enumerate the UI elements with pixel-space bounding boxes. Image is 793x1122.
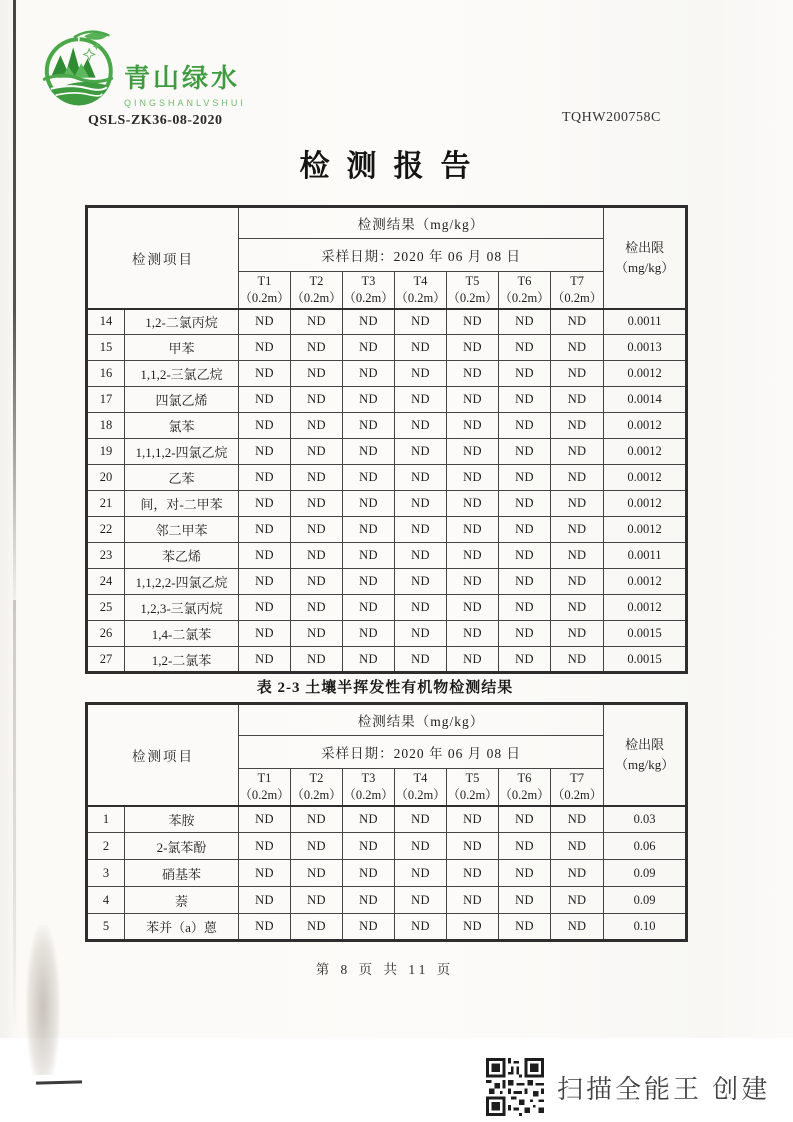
table-row xyxy=(87,517,687,543)
result-value: ND xyxy=(447,543,499,569)
analyte-name: 2-氯苯酚 xyxy=(125,833,239,860)
detection-limit-value: 0.09 xyxy=(604,860,687,887)
sample-column-header: T7 （0.2m） xyxy=(551,769,604,806)
result-value: ND xyxy=(395,413,447,439)
result-value: ND xyxy=(291,361,343,387)
table-row xyxy=(87,543,687,569)
row-number: 17 xyxy=(87,387,125,413)
report-number: TQHW200758C xyxy=(562,110,661,125)
row-number: 5 xyxy=(87,914,125,941)
result-value: ND xyxy=(291,491,343,517)
result-value: ND xyxy=(239,569,291,595)
row-number: 2 xyxy=(87,833,125,860)
row-number: 20 xyxy=(87,465,125,491)
result-value: ND xyxy=(239,387,291,413)
detection-limit-value: 0.0015 xyxy=(604,647,687,673)
result-value: ND xyxy=(447,806,499,833)
result-value: ND xyxy=(239,439,291,465)
result-value: ND xyxy=(447,491,499,517)
result-value: ND xyxy=(551,465,604,491)
result-value: ND xyxy=(291,833,343,860)
sample-column-header: T5 （0.2m） xyxy=(447,272,499,309)
result-value: ND xyxy=(447,647,499,673)
result-value: ND xyxy=(291,387,343,413)
result-value: ND xyxy=(395,517,447,543)
result-value: ND xyxy=(291,621,343,647)
result-value: ND xyxy=(239,806,291,833)
result-value: ND xyxy=(291,413,343,439)
result-value: ND xyxy=(499,413,551,439)
result-value: ND xyxy=(343,439,395,465)
detection-limit-value: 0.0012 xyxy=(604,465,687,491)
row-number: 3 xyxy=(87,860,125,887)
sample-column-header: T3 （0.2m） xyxy=(343,769,395,806)
detection-limit-value: 0.0012 xyxy=(604,491,687,517)
sample-column-header: T4 （0.2m） xyxy=(395,272,447,309)
result-value: ND xyxy=(395,439,447,465)
analyte-name: 苯乙烯 xyxy=(125,543,239,569)
table-row xyxy=(87,413,687,439)
result-value: ND xyxy=(447,413,499,439)
detection-limit-label: 检出限 xyxy=(625,736,665,752)
item-column-header: 检测项目 xyxy=(87,704,239,806)
voc-results-table xyxy=(85,205,688,674)
sampling-date-header: 采样日期：2020 年 06 月 08 日 xyxy=(239,736,604,769)
row-number: 4 xyxy=(87,887,125,914)
logo-name-cn: 青山绿水 xyxy=(124,63,241,93)
result-value: ND xyxy=(239,887,291,914)
result-value: ND xyxy=(291,335,343,361)
result-value: ND xyxy=(239,543,291,569)
result-value: ND xyxy=(551,491,604,517)
result-value: ND xyxy=(343,361,395,387)
row-number: 25 xyxy=(87,595,125,621)
sample-column-header: T4 （0.2m） xyxy=(395,769,447,806)
result-value: ND xyxy=(291,517,343,543)
scan-edge-artifact-lower xyxy=(13,600,16,1030)
result-value: ND xyxy=(447,569,499,595)
result-value: ND xyxy=(551,335,604,361)
scan-shadow-artifact xyxy=(26,925,60,1075)
result-value: ND xyxy=(447,309,499,335)
result-value: ND xyxy=(551,887,604,914)
analyte-name: 1,1,1,2-四氯乙烷 xyxy=(125,439,239,465)
detection-limit-value: 0.0014 xyxy=(604,387,687,413)
result-value: ND xyxy=(447,860,499,887)
result-value: ND xyxy=(499,387,551,413)
row-number: 23 xyxy=(87,543,125,569)
table-row xyxy=(87,647,687,673)
result-value: ND xyxy=(395,569,447,595)
analyte-name: 邻二甲苯 xyxy=(125,517,239,543)
detection-limit-header xyxy=(604,207,687,309)
row-number: 15 xyxy=(87,335,125,361)
result-value: ND xyxy=(395,833,447,860)
result-value: ND xyxy=(551,439,604,465)
detection-limit-unit: （mg/kg） xyxy=(614,259,675,275)
detection-limit-label: 检出限 xyxy=(625,239,665,255)
result-value: ND xyxy=(291,569,343,595)
result-value: ND xyxy=(499,860,551,887)
detection-limit-value: 0.0012 xyxy=(604,569,687,595)
result-value: ND xyxy=(291,309,343,335)
analyte-name: 氯苯 xyxy=(125,413,239,439)
sample-column-header: T6 （0.2m） xyxy=(499,272,551,309)
result-value: ND xyxy=(343,887,395,914)
row-number: 24 xyxy=(87,569,125,595)
detection-limit-value: 0.0011 xyxy=(604,309,687,335)
sample-column-header: T1 （0.2m） xyxy=(239,769,291,806)
report-title: 检测报告 xyxy=(299,150,488,183)
result-value: ND xyxy=(343,387,395,413)
logo-text xyxy=(124,58,246,108)
result-value: ND xyxy=(447,595,499,621)
result-value: ND xyxy=(551,517,604,543)
analyte-name: 1,1,2,2-四氯乙烷 xyxy=(125,569,239,595)
result-value: ND xyxy=(499,491,551,517)
result-value: ND xyxy=(291,887,343,914)
result-value: ND xyxy=(343,806,395,833)
result-value: ND xyxy=(239,465,291,491)
result-value: ND xyxy=(343,914,395,941)
row-number: 27 xyxy=(87,647,125,673)
analyte-name: 乙苯 xyxy=(125,465,239,491)
result-value: ND xyxy=(239,413,291,439)
result-value: ND xyxy=(551,647,604,673)
table-row xyxy=(87,595,687,621)
detection-limit-value: 0.09 xyxy=(604,887,687,914)
svoc-results-table xyxy=(85,702,688,942)
result-value: ND xyxy=(291,543,343,569)
result-value: ND xyxy=(395,387,447,413)
table-row xyxy=(87,806,687,833)
row-number: 19 xyxy=(87,439,125,465)
result-value: ND xyxy=(499,806,551,833)
result-value: ND xyxy=(551,387,604,413)
analyte-name: 萘 xyxy=(125,887,239,914)
logo-name-en: QINGSHANLVSHUI xyxy=(124,98,246,108)
result-value: ND xyxy=(499,887,551,914)
analyte-name: 甲苯 xyxy=(125,335,239,361)
item-column-header: 检测项目 xyxy=(87,207,239,309)
table-row xyxy=(87,465,687,491)
result-value: ND xyxy=(395,860,447,887)
detection-limit-value: 0.06 xyxy=(604,833,687,860)
table-row xyxy=(87,361,687,387)
result-value: ND xyxy=(395,647,447,673)
result-value: ND xyxy=(291,647,343,673)
result-value: ND xyxy=(395,595,447,621)
row-number: 21 xyxy=(87,491,125,517)
result-value: ND xyxy=(499,439,551,465)
row-number: 26 xyxy=(87,621,125,647)
result-value: ND xyxy=(239,833,291,860)
table-row xyxy=(87,387,687,413)
table2-caption: 表 2-3 土壤半挥发性有机物检测结果 xyxy=(256,680,514,696)
analyte-name: 苯胺 xyxy=(125,806,239,833)
table-row xyxy=(87,491,687,517)
result-value: ND xyxy=(343,517,395,543)
result-value: ND xyxy=(499,621,551,647)
table-row xyxy=(87,569,687,595)
result-value: ND xyxy=(343,860,395,887)
result-value: ND xyxy=(447,887,499,914)
result-value: ND xyxy=(291,595,343,621)
result-unit-header: 检测结果（mg/kg） xyxy=(239,207,604,239)
table-row xyxy=(87,335,687,361)
result-value: ND xyxy=(343,595,395,621)
result-value: ND xyxy=(447,439,499,465)
analyte-name: 四氯乙烯 xyxy=(125,387,239,413)
company-logo xyxy=(38,28,246,108)
detection-limit-unit: （mg/kg） xyxy=(614,756,675,772)
result-value: ND xyxy=(395,914,447,941)
result-value: ND xyxy=(395,543,447,569)
result-value: ND xyxy=(447,914,499,941)
table2-body xyxy=(87,806,687,941)
result-value: ND xyxy=(239,647,291,673)
result-value: ND xyxy=(395,621,447,647)
result-value: ND xyxy=(499,647,551,673)
result-value: ND xyxy=(499,833,551,860)
result-value: ND xyxy=(395,361,447,387)
result-value: ND xyxy=(499,595,551,621)
result-value: ND xyxy=(551,860,604,887)
result-value: ND xyxy=(499,543,551,569)
result-value: ND xyxy=(395,887,447,914)
internal-document-code: QSLS-ZK36-08-2020 xyxy=(88,113,223,128)
result-value: ND xyxy=(551,914,604,941)
table-row xyxy=(87,860,687,887)
result-value: ND xyxy=(343,569,395,595)
result-value: ND xyxy=(239,860,291,887)
table-row xyxy=(87,833,687,860)
row-number: 16 xyxy=(87,361,125,387)
result-value: ND xyxy=(447,361,499,387)
table-row xyxy=(87,439,687,465)
detection-limit-value: 0.0011 xyxy=(604,543,687,569)
analyte-name: 1,2-二氯苯 xyxy=(125,647,239,673)
result-value: ND xyxy=(291,465,343,491)
logo-emblem-icon xyxy=(38,28,118,108)
detection-limit-value: 0.0012 xyxy=(604,517,687,543)
detection-limit-value: 0.03 xyxy=(604,806,687,833)
result-value: ND xyxy=(239,491,291,517)
analyte-name: 硝基苯 xyxy=(125,860,239,887)
detection-limit-value: 0.0012 xyxy=(604,413,687,439)
table1-header xyxy=(87,207,687,309)
sample-column-header: T2 （0.2m） xyxy=(291,272,343,309)
table1-body xyxy=(87,309,687,673)
result-value: ND xyxy=(239,517,291,543)
result-value: ND xyxy=(551,361,604,387)
qr-code xyxy=(486,1058,544,1116)
table-row xyxy=(87,914,687,941)
result-value: ND xyxy=(239,914,291,941)
row-number: 18 xyxy=(87,413,125,439)
result-value: ND xyxy=(239,309,291,335)
result-value: ND xyxy=(343,621,395,647)
sampling-date-header: 采样日期：2020 年 06 月 08 日 xyxy=(239,239,604,272)
row-number: 22 xyxy=(87,517,125,543)
result-value: ND xyxy=(447,621,499,647)
detection-limit-value: 0.10 xyxy=(604,914,687,941)
analyte-name: 1,2,3-三氯丙烷 xyxy=(125,595,239,621)
detection-limit-value: 0.0012 xyxy=(604,439,687,465)
result-value: ND xyxy=(551,806,604,833)
result-value: ND xyxy=(395,335,447,361)
result-value: ND xyxy=(499,914,551,941)
result-value: ND xyxy=(499,465,551,491)
sample-column-header: T7 （0.2m） xyxy=(551,272,604,309)
table-row xyxy=(87,887,687,914)
result-value: ND xyxy=(499,569,551,595)
detection-limit-value: 0.0013 xyxy=(604,335,687,361)
result-value: ND xyxy=(447,335,499,361)
result-value: ND xyxy=(239,335,291,361)
row-number: 1 xyxy=(87,806,125,833)
sample-column-header: T6 （0.2m） xyxy=(499,769,551,806)
result-value: ND xyxy=(447,517,499,543)
result-value: ND xyxy=(343,491,395,517)
result-value: ND xyxy=(551,595,604,621)
result-value: ND xyxy=(395,806,447,833)
result-unit-header: 检测结果（mg/kg） xyxy=(239,704,604,736)
result-value: ND xyxy=(551,543,604,569)
result-value: ND xyxy=(447,465,499,491)
scanner-app-label: 扫描全能王 创建 xyxy=(557,1073,771,1104)
result-value: ND xyxy=(499,361,551,387)
sample-column-header: T3 （0.2m） xyxy=(343,272,395,309)
result-value: ND xyxy=(239,361,291,387)
result-value: ND xyxy=(499,309,551,335)
analyte-name: 1,4-二氯苯 xyxy=(125,621,239,647)
result-value: ND xyxy=(343,309,395,335)
sample-column-header: T1 （0.2m） xyxy=(239,272,291,309)
row-number: 14 xyxy=(87,309,125,335)
result-value: ND xyxy=(395,491,447,517)
result-value: ND xyxy=(499,517,551,543)
result-value: ND xyxy=(499,335,551,361)
result-value: ND xyxy=(291,860,343,887)
analyte-name: 1,1,2-三氯乙烷 xyxy=(125,361,239,387)
analyte-name: 1,2-二氯丙烷 xyxy=(125,309,239,335)
table-row xyxy=(87,621,687,647)
sample-column-header: T5 （0.2m） xyxy=(447,769,499,806)
result-value: ND xyxy=(343,413,395,439)
table2-header xyxy=(87,704,687,806)
detection-limit-header xyxy=(604,704,687,806)
result-value: ND xyxy=(343,465,395,491)
result-value: ND xyxy=(343,543,395,569)
result-value: ND xyxy=(239,595,291,621)
result-value: ND xyxy=(447,387,499,413)
result-value: ND xyxy=(343,335,395,361)
detection-limit-value: 0.0012 xyxy=(604,361,687,387)
scanner-watermark xyxy=(486,1058,770,1116)
result-value: ND xyxy=(551,833,604,860)
result-value: ND xyxy=(551,621,604,647)
result-value: ND xyxy=(395,465,447,491)
result-value: ND xyxy=(343,647,395,673)
scan-edge-artifact xyxy=(13,0,16,620)
result-value: ND xyxy=(239,621,291,647)
result-value: ND xyxy=(395,309,447,335)
result-value: ND xyxy=(551,309,604,335)
result-value: ND xyxy=(551,413,604,439)
result-value: ND xyxy=(551,569,604,595)
table-row xyxy=(87,309,687,335)
result-value: ND xyxy=(447,833,499,860)
result-value: ND xyxy=(291,914,343,941)
analyte-name: 苯并（a）蒽 xyxy=(125,914,239,941)
detection-limit-value: 0.0012 xyxy=(604,595,687,621)
detection-limit-value: 0.0015 xyxy=(604,621,687,647)
result-value: ND xyxy=(343,833,395,860)
analyte-name: 间，对-二甲苯 xyxy=(125,491,239,517)
result-value: ND xyxy=(291,439,343,465)
result-value: ND xyxy=(291,806,343,833)
sample-column-header: T2 （0.2m） xyxy=(291,769,343,806)
page-number: 第 8 页 共 11 页 xyxy=(315,962,455,977)
